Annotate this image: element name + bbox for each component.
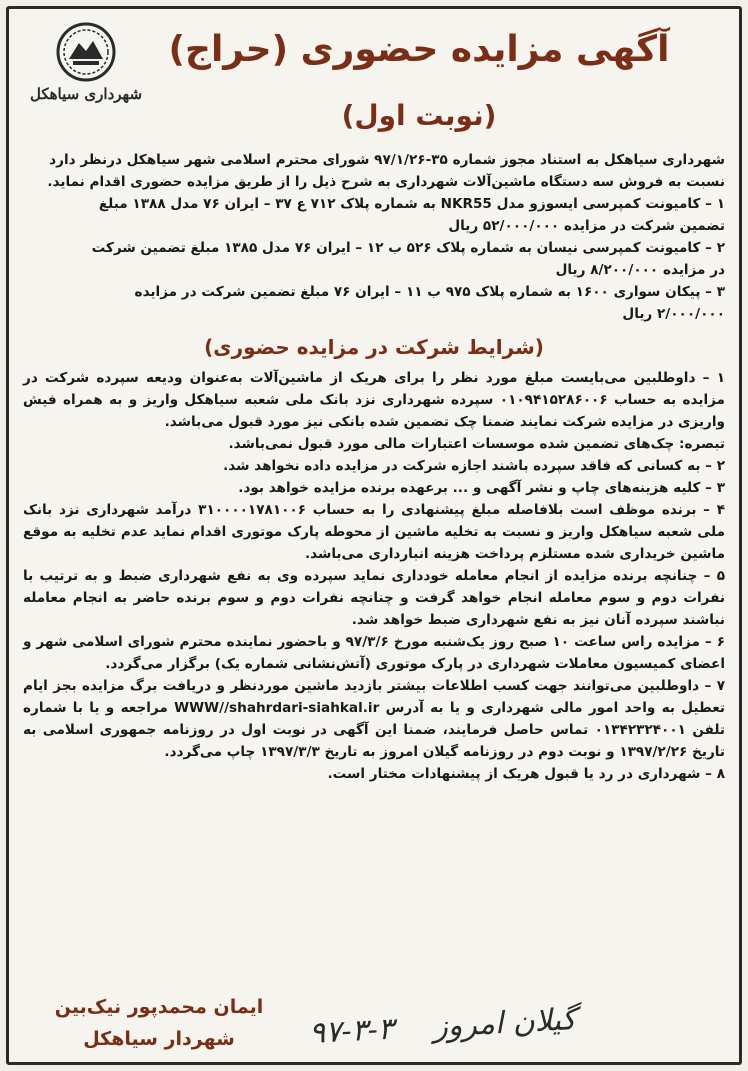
condition-7-text-a: ۷ – داوطلبین می‌توانند جهت کسب اطلاعات بیشتر بازدید ماشین موردنظر و دریافت برگ مزایده بجز ایام تعطیل به واحد امور مالی شهرداری و یا به آدرس bbox=[23, 678, 726, 716]
mayor-title: شهردار سیاهکل bbox=[83, 1028, 235, 1050]
condition-7-text-b: مراجعه و یا با شماره تلفن ۰۱۳۴۲۳۲۴۰۰۱ تماس حاصل فرمایند، ضمنا این آگهی در نوبت اول در روزنامه جمهوری اسلامی به تاریخ ۱۳۹۷/۲/۲۶ و نوبت دوم در روزنامه گیلان امروز به تاریخ ۱۳۹۷/۳/۳ چاپ می‌گردد. bbox=[23, 700, 726, 760]
website-url[interactable]: WWW//shahrdari-siahkal.ir bbox=[174, 700, 380, 716]
condition-5: ۵ – چنانچه برنده مزایده از انجام معامله خودداری نماید سپرده وی به نفع شهرداری ضبط و به ترتیب با نفرات دوم و سوم معامله انجام خواهد گرفت و چنانچه نفرات دوم و سوم برنده حاضر به انجام معامله نباشند سپرده آنان نیز به نفع شهرداری ضبط خواهد شد. bbox=[23, 568, 725, 628]
item-3-line-2: ۲/۰۰۰/۰۰۰ ریال bbox=[622, 306, 725, 322]
condition-1: ۱ – داوطلبین می‌بایست مبلغ مورد نظر را برای هریک از ماشین‌آلات به‌عنوان ودیعه سپرده شرکت در مزایده به حساب ۰۱۰۹۴۱۵۲۸۶۰۰۶ سپرده شهرداری نزد بانک ملی شعبه سیاهکل واریز و به همراه فیش واریزی در مزایده شرکت نمایند ضمنا چک تضمین شده بانکی نیز مورد قبول می‌باشد. bbox=[23, 370, 725, 430]
intro-line-1: شهرداری سیاهکل به استناد مجوز شماره ۳۵-۹۷/۱/۲۶ شورای محترم اسلامی شهر سیاهکل درنظر دارد bbox=[49, 152, 725, 168]
condition-8: ۸ – شهرداری در رد یا قبول هریک از پیشنهادات مختار است. bbox=[327, 766, 725, 782]
condition-1-note: تبصره: چک‌های تضمین شده موسسات اعتبارات مالی مورد قبول نمی‌باشد. bbox=[228, 436, 725, 452]
item-1-line-2: تضمین شرکت در مزایده ۵۲/۰۰۰/۰۰۰ ریال bbox=[448, 218, 725, 234]
notice-frame bbox=[6, 6, 742, 1065]
item-1-line-1: ۱ – کامیونت کمپرسی ایسوزو مدل NKR55 به شماره پلاک ۷۱۲ ع ۳۷ – ایران ۷۶ مدل ۱۳۸۸ مبلغ bbox=[98, 196, 725, 212]
item-3-line-1: ۳ – پیکان سواری ۱۶۰۰ به شماره پلاک ۹۷۵ ب ۱۱ – ایران ۷۶ مبلغ تضمین شرکت در مزایده bbox=[134, 284, 725, 300]
notice-header bbox=[9, 9, 739, 149]
notice-subtitle: (نوبت اول) bbox=[341, 99, 497, 132]
handwritten-note bbox=[308, 1002, 576, 1051]
condition-6: ۶ – مزایده راس ساعت ۱۰ صبح روز یک‌شنبه مورخ ۹۷/۳/۶ و باحضور نماینده محترم شورای اسلامی شهر و اعضای کمیسیون معاملات شهرداری در پارک موتوری (آتش‌نشانی شماره یک) برگزار می‌گردد. bbox=[23, 634, 725, 672]
signature-block bbox=[49, 991, 269, 1055]
condition-2: ۲ – به کسانی که فاقد سپرده باشند اجازه شرکت در مزایده داده نخواهد شد. bbox=[223, 458, 725, 474]
item-2-line-1: ۲ – کامیونت کمپرسی نیسان به شماره پلاک ۵۲۶ ب ۱۲ – ایران ۷۶ مدل ۱۳۸۵ مبلغ تضمین شرکت bbox=[91, 240, 725, 256]
notice-title: آگهی مزایده حضوری (حراج) bbox=[168, 29, 670, 70]
condition-4: ۴ – برنده موظف است بلافاصله مبلغ پیشنهادی را به حساب ۳۱۰۰۰۰۱۷۸۱۰۰۶ درآمد شهرداری نزد بانک ملی شعبه سیاهکل واریز و نسبت به تخلیه ماشین از محوطه پارک موتوری اقدام نماید عدم تخلیه به موقع ماشین خریداری شده مستلزم پرداخت هزینه انبارداری می‌باشد. bbox=[23, 502, 725, 562]
intro-line-2: نسبت به فروش سه دستگاه ماشین‌آلات شهرداری به شرح ذیل را از طریق مزایده حضوری اقدام نماید. bbox=[47, 174, 725, 190]
municipality-logo bbox=[27, 21, 145, 119]
condition-7 bbox=[23, 675, 725, 763]
notice-body bbox=[23, 149, 725, 785]
conditions-title: (شرایط شرکت در مزایده حضوری) bbox=[204, 335, 544, 359]
emblem-icon bbox=[51, 21, 121, 83]
handwritten-date: ۹۷-۳-۳ bbox=[308, 1011, 395, 1051]
handwritten-newspaper: گیلان امروز bbox=[432, 1002, 577, 1045]
item-2-line-2: در مزایده ۸/۲۰۰/۰۰۰ ریال bbox=[555, 262, 725, 278]
mayor-name: ایمان محمدپور نیک‌بین bbox=[54, 996, 264, 1018]
condition-3: ۳ – کلیه هزینه‌های چاپ و نشر آگهی و ... برعهده برنده مزایده خواهد بود. bbox=[238, 480, 725, 496]
logo-caption: شهرداری سیاهکل bbox=[29, 85, 143, 103]
